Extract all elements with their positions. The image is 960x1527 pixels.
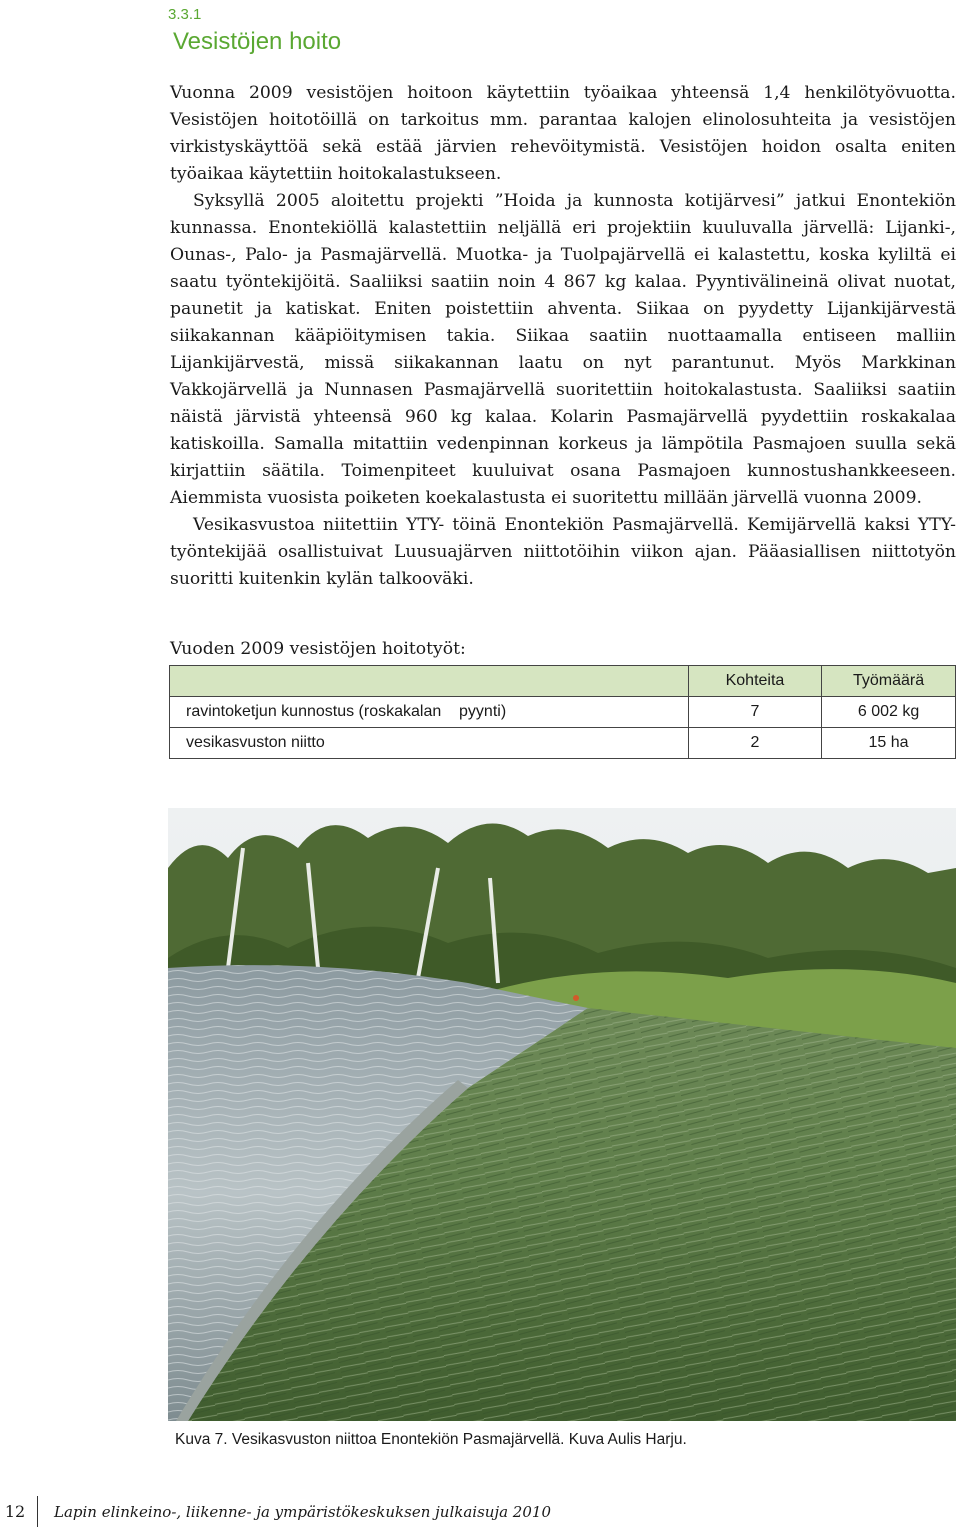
publication-title: Lapin elinkeino-, liikenne- ja ympäristökeskuksen julkaisuja 2010	[54, 1503, 551, 1521]
table-row	[170, 697, 956, 728]
table-header-cell: Työmäärä	[822, 666, 956, 697]
table-cell: 6 002 kg	[822, 697, 956, 728]
table-cell: vesikasvuston niitto	[170, 728, 689, 759]
body-text	[170, 80, 956, 593]
table-row	[170, 728, 956, 759]
table-cell: 15 ha	[822, 728, 956, 759]
paragraph: Vesikasvustoa niitettiin YTY- töinä Enontekiön Pasmajärvellä. Kemijärvellä kaksi YTY-työntekijää osallistuivat Luusuajärven niittotöihin viikon ajan. Pääasiallisen niittotyön suoritti kuitenkin kylän talkooväki.	[170, 515, 956, 589]
paragraph: Syksyllä 2005 aloitettu projekti ”Hoida ja kunnosta kotijärvesi” jatkui Enontekiön kunnassa. Enontekiöllä kalastettiin neljällä eri projektiin kuuluvalla järvellä: Lijanki-, Ounas-, Palo- ja Pasmajärvellä. Muotka- ja Tuolpajärvellä ei kalastettu, koska kyliltä ei saatu työntekijöitä. Saaliiksi saatiin noin 4 867 kg kalaa. Pyyntivälineinä olivat nuotat, paunetit ja katiskat. Eniten poistettiin ahventa. Siikaa on pyydetty Lijankijärvestä siikakannan kääpiöitymisen takia. Siikaa saatiin nuottaamalla entiseen malliin Lijankijärvestä, missä siikakannan laatu on nyt parantunut. Myös Markkinan Vakkojärvellä ja Nunnasen Pasmajärvellä suoritettiin hoitokalastusta. Saaliiksi saatiin näistä järvistä yhteensä 960 kg kalaa. Kolarin Pasmajärvellä pyydettiin roskakalaa katiskoilla. Samalla mitattiin vedenpinnan korkeus ja lämpötila Pasmajoen suulla sekä kirjattiin säätila. Toimenpiteet kuuluivat osana Pasmajoen kunnostushankkeeseen. Aiemmista vuosista poiketen koekalastusta ei suoritettu millään järvellä vuonna 2009.	[170, 191, 956, 508]
photo-caption: Kuva 7. Vesikasvuston niittoa Enontekiön Pasmajärvellä. Kuva Aulis Harju.	[175, 1431, 687, 1448]
section-title: Vesistöjen hoito	[173, 28, 342, 55]
table-header-cell	[170, 666, 689, 697]
footer-divider	[37, 1496, 38, 1527]
table-header-row	[170, 666, 956, 697]
page-number: 12	[4, 1502, 26, 1521]
maintenance-table	[169, 665, 956, 759]
table-header-cell: Kohteita	[688, 666, 821, 697]
lake-photo	[168, 808, 956, 1421]
table-caption: Vuoden 2009 vesistöjen hoitotyöt:	[170, 639, 466, 659]
table-cell: 2	[688, 728, 821, 759]
table-cell: 7	[688, 697, 821, 728]
table-cell: ravintoketjun kunnostus (roskakalan pyynti)	[170, 697, 689, 728]
paragraph: Vuonna 2009 vesistöjen hoitoon käytettiin työaikaa yhteensä 1,4 henkilötyövuotta. Vesistöjen hoitotöillä on tarkoitus mm. parantaa kalojen elinolosuhteita ja vesistöjen virkistyskäyttöä sekä estää järvien rehevöitymistä. Vesistöjen hoidon osalta eniten työaikaa käytettiin hoitokalastukseen.	[170, 83, 956, 184]
section-number: 3.3.1	[168, 6, 202, 23]
